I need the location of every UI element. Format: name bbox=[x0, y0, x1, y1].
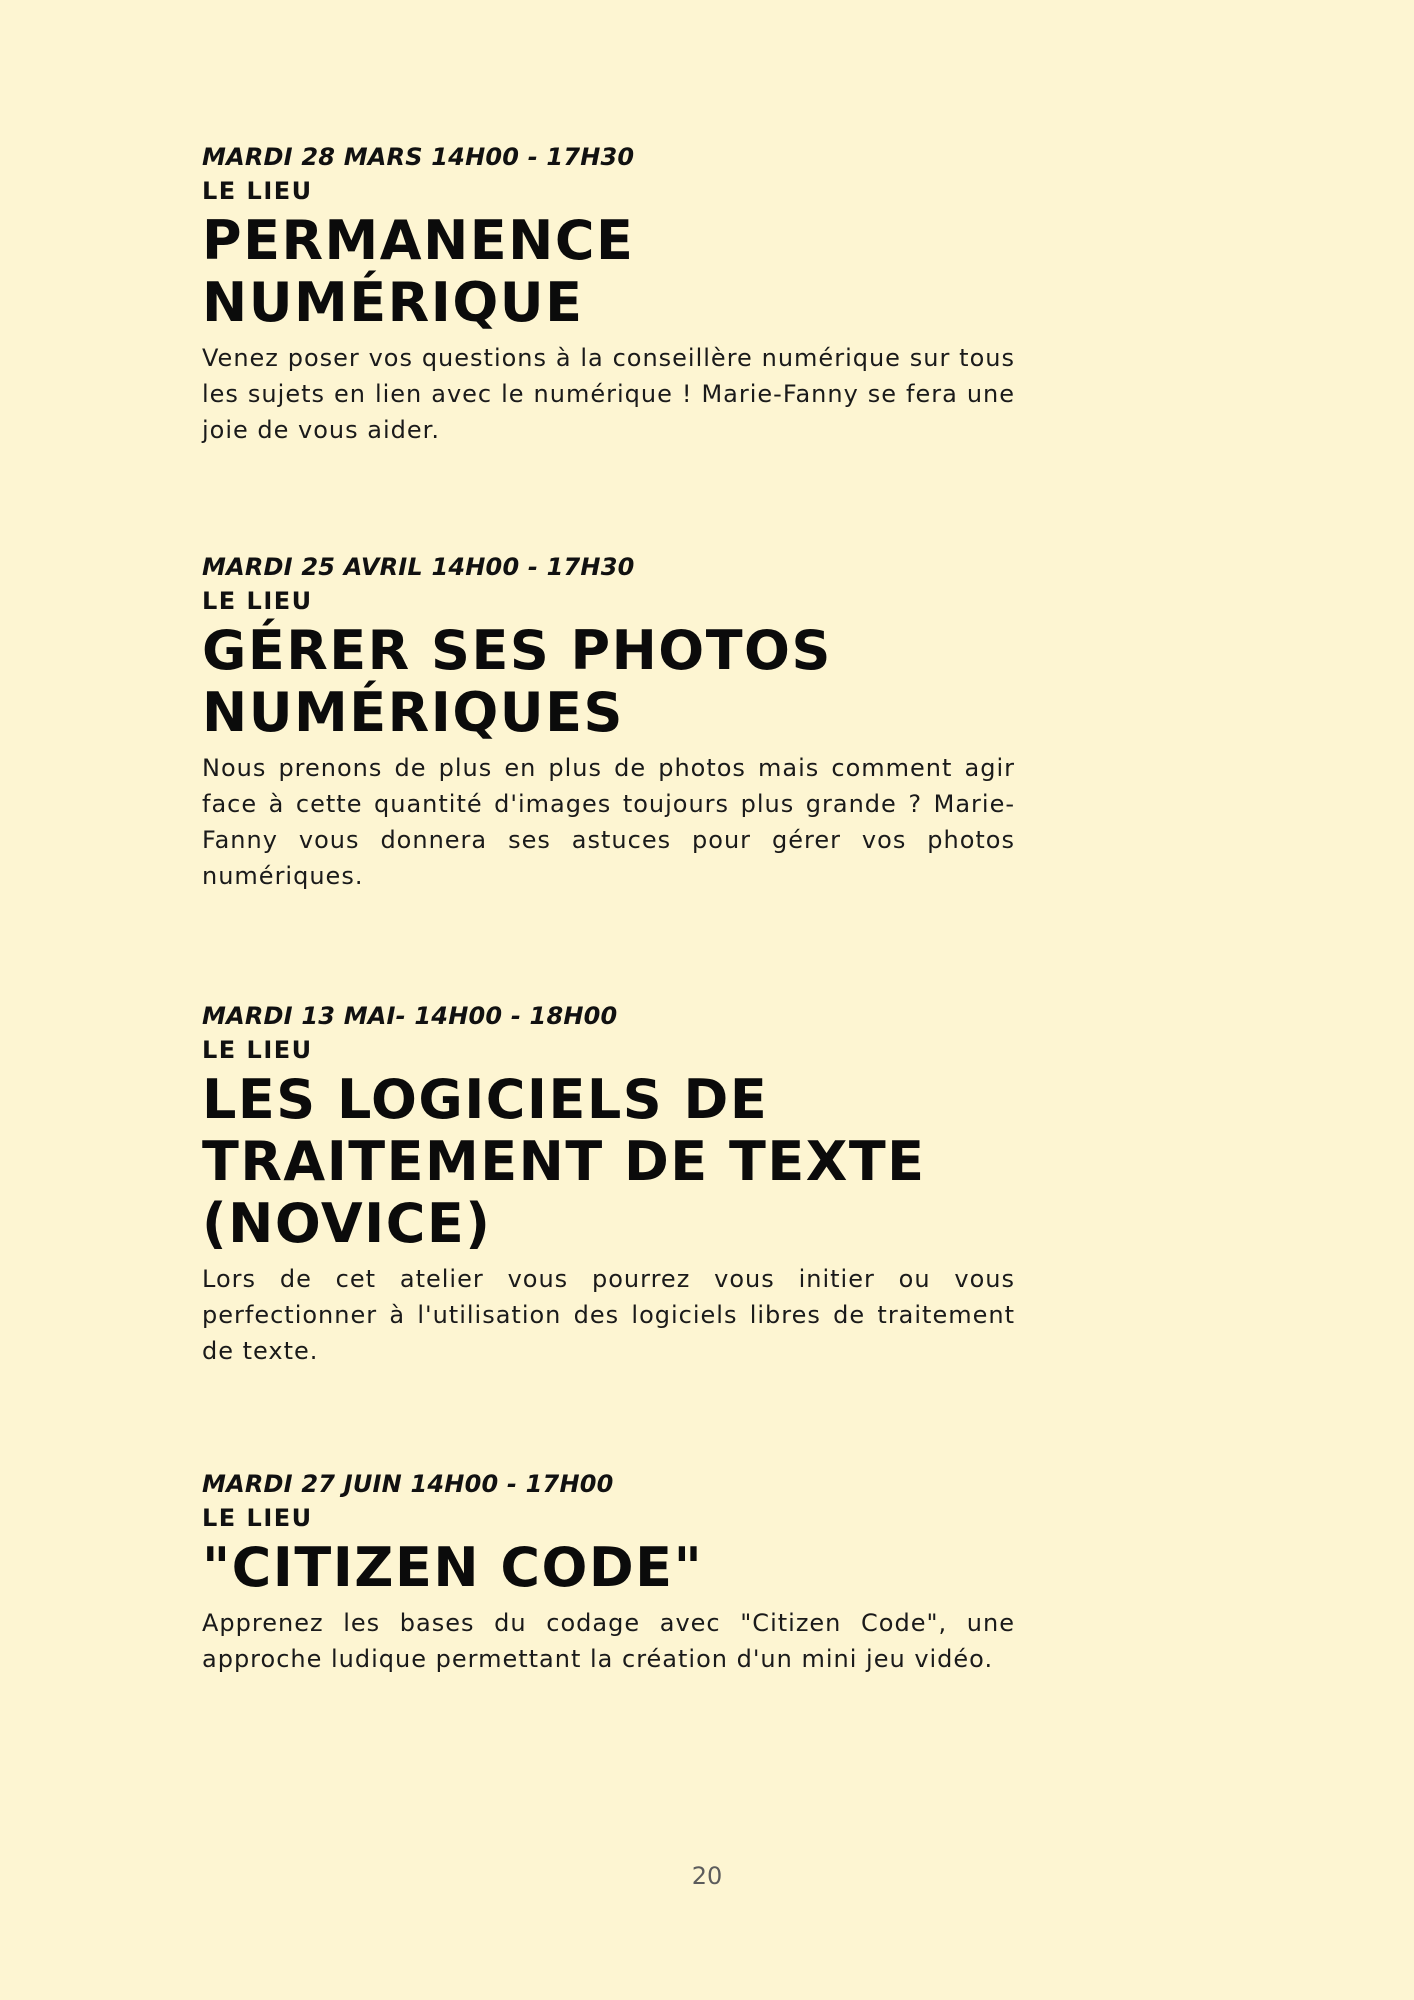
event-venue: LE LIEU bbox=[202, 1504, 313, 1532]
event-permanence-numerique bbox=[202, 140, 1015, 448]
event-description: Lors de cet atelier vous pourrez vous initier ou vous perfectionner à l'utilisation des logiciels libres de traitement de texte. bbox=[202, 1265, 1015, 1365]
page-number: 20 bbox=[691, 1862, 723, 1890]
event-description: Venez poser vos questions à la conseillère numérique sur tous les sujets en lien avec le numérique ! Marie-Fanny se fera une joie de vous aider. bbox=[202, 344, 1015, 444]
event-date: MARDI 13 MAI- 14H00 - 18H00 bbox=[202, 1002, 618, 1030]
event-logiciels-traitement-texte bbox=[202, 999, 1015, 1369]
event-venue: LE LIEU bbox=[202, 177, 313, 205]
event-title: PERMANENCE NUMÉRIQUE bbox=[202, 209, 635, 334]
event-venue: LE LIEU bbox=[202, 1036, 313, 1064]
event-description: Nous prenons de plus en plus de photos mais comment agir face à cette quantité d'images toujours plus grande ? Marie-Fanny vous donnera ses astuces pour gérer vos photos numériques. bbox=[202, 754, 1015, 890]
event-description: Apprenez les bases du codage avec "Citizen Code", une approche ludique permettant la création d'un mini jeu vidéo. bbox=[202, 1609, 1015, 1673]
event-date: MARDI 25 AVRIL 14H00 - 17H30 bbox=[202, 553, 635, 581]
event-title: "CITIZEN CODE" bbox=[202, 1536, 704, 1599]
event-date: MARDI 28 MARS 14H00 - 17H30 bbox=[202, 143, 635, 171]
event-citizen-code bbox=[202, 1467, 1015, 1677]
event-gerer-photos bbox=[202, 550, 1015, 894]
event-title: LES LOGICIELS DE TRAITEMENT DE TEXTE (NOVICE) bbox=[202, 1068, 926, 1255]
event-venue: LE LIEU bbox=[202, 587, 313, 615]
event-title: GÉRER SES PHOTOS NUMÉRIQUES bbox=[202, 619, 832, 744]
event-date: MARDI 27 JUIN 14H00 - 17H00 bbox=[202, 1470, 614, 1498]
